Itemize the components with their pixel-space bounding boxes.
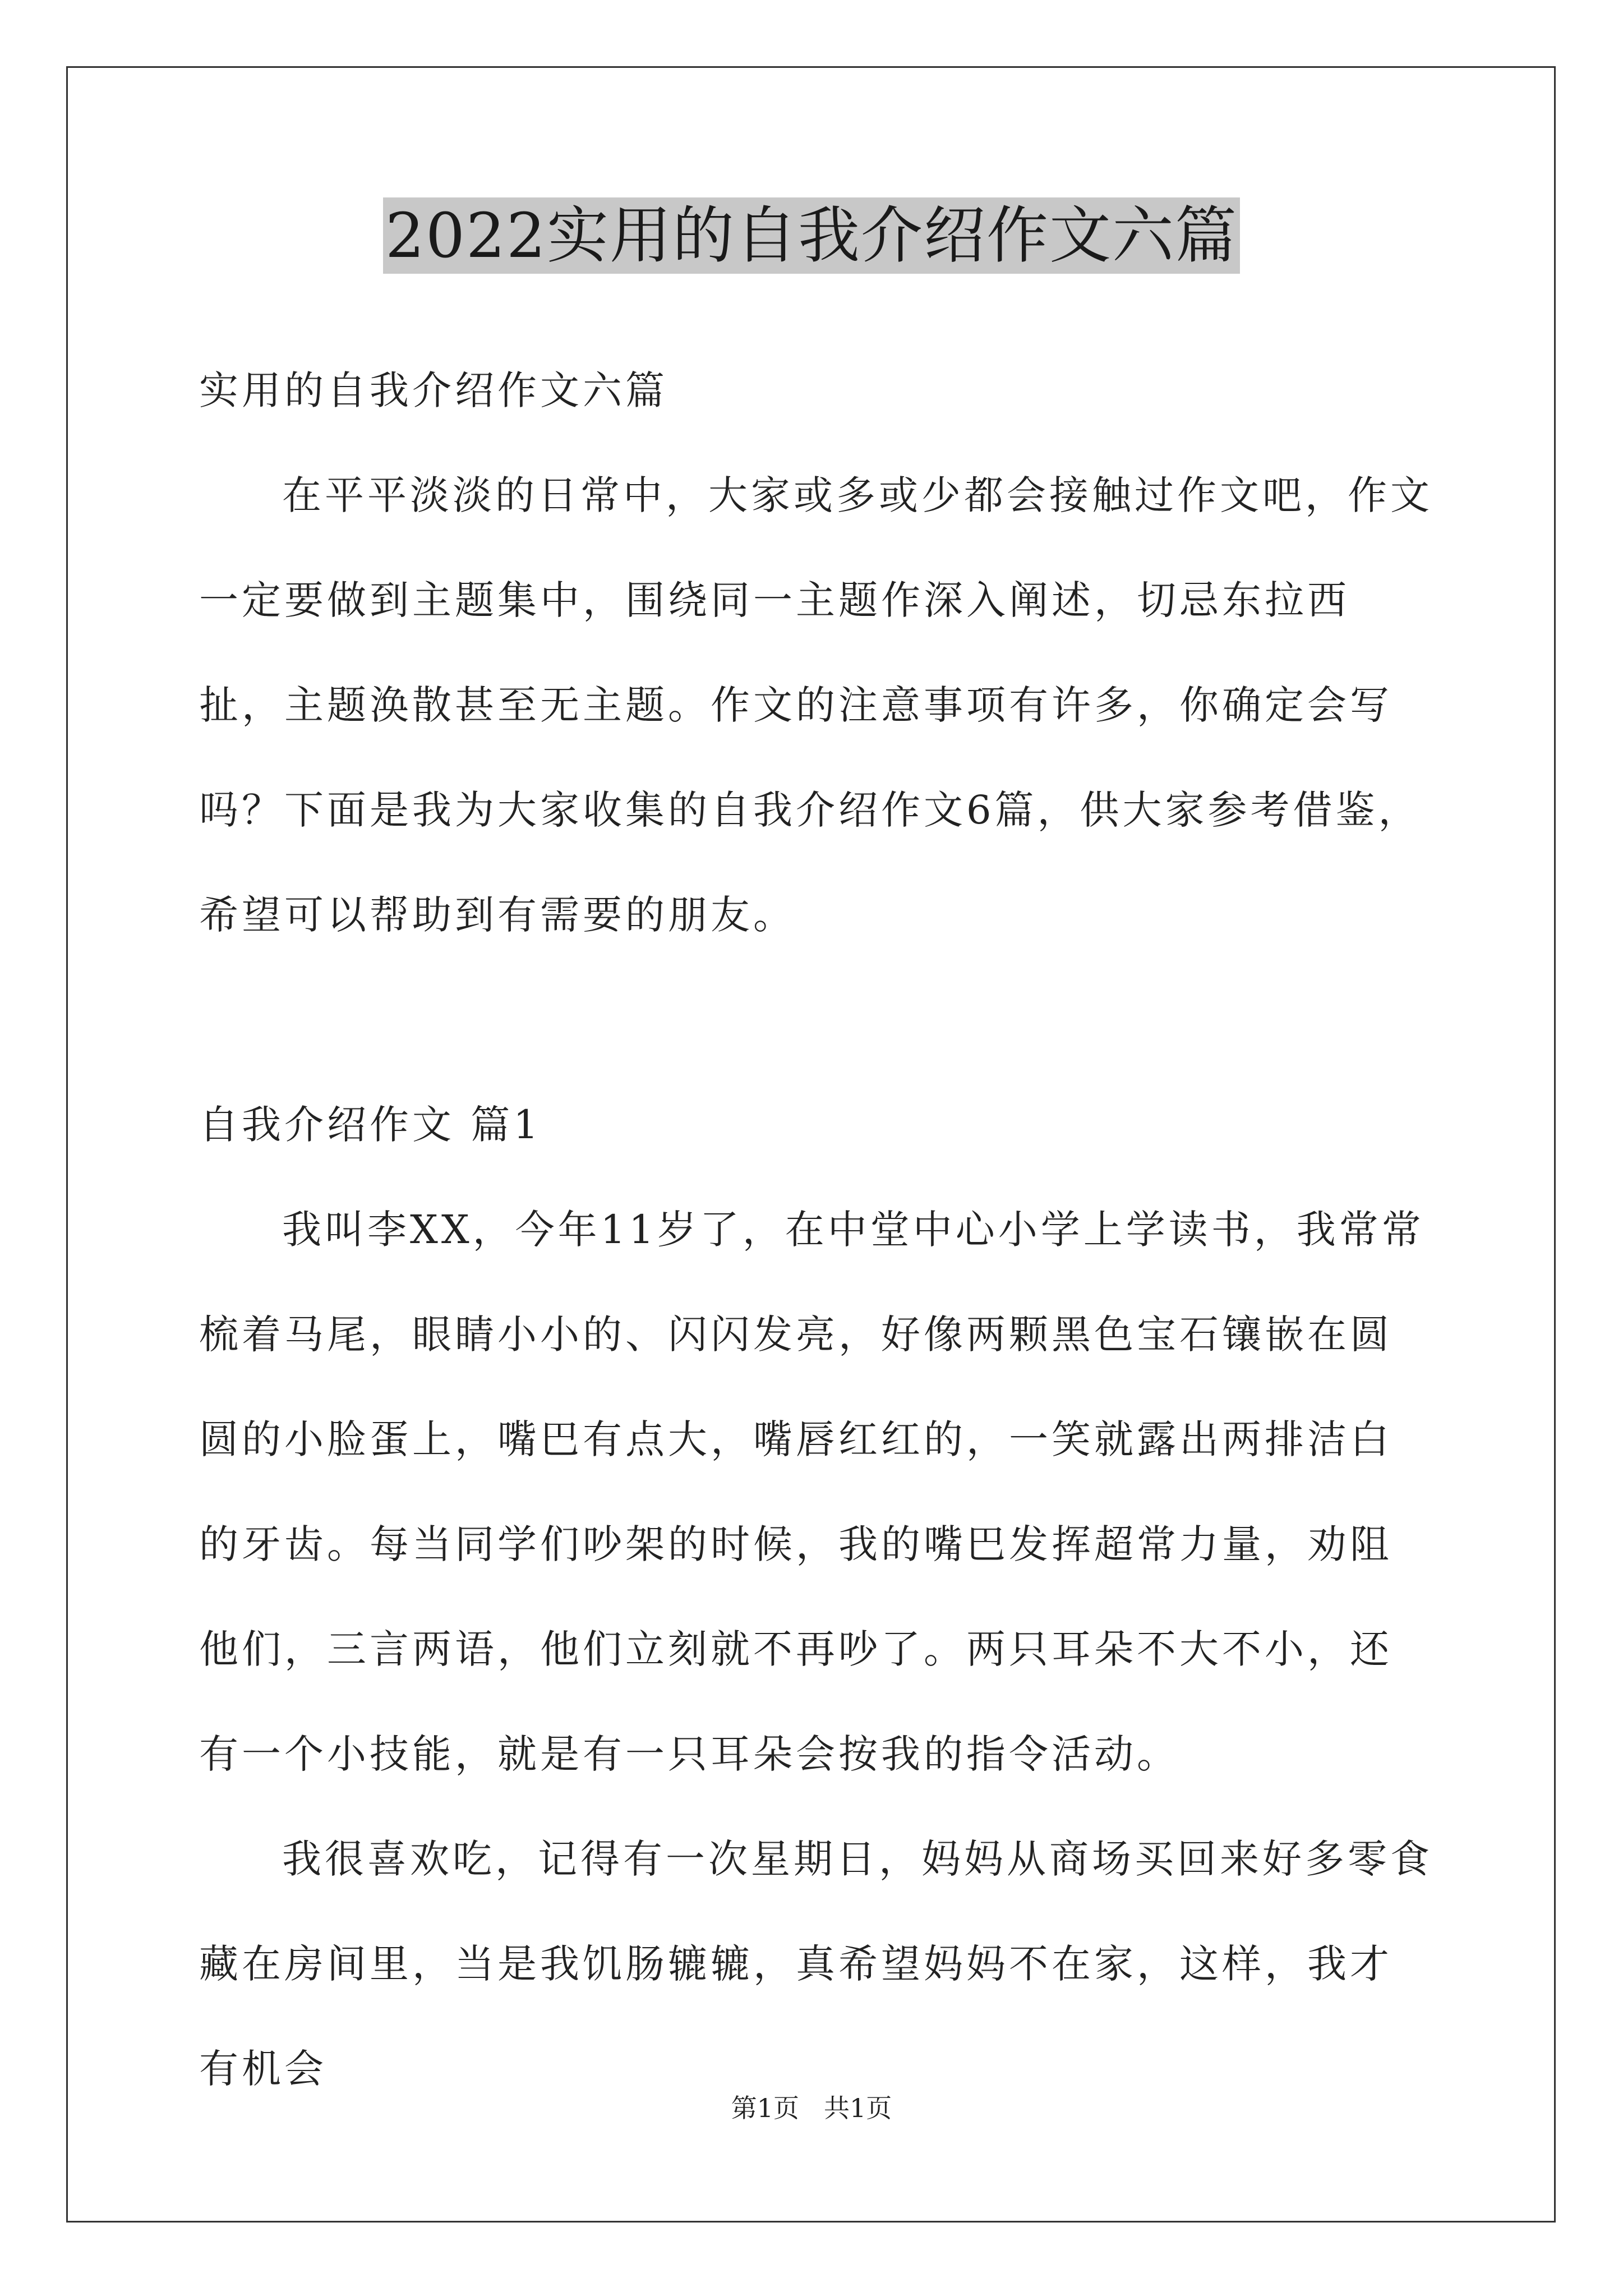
section-paragraph-1: 我叫李XX，今年11岁了，在中堂中心小学上学读书，我常常梳着马尾，眼睛小小的、闪闪发亮，好像两颗黑色宝石镶嵌在圆圆的小脸蛋上，嘴巴有点大，嘴唇红红的，一笑就露出两排洁白的牙齿。每当同学们吵架的时候，我的嘴巴发挥超常力量，劝阻他们，三言两语，他们立刻就不再吵了。两只耳朵不大不小，还有一个小技能，就是有一只耳朵会按我的指令活动。 bbox=[199, 1207, 1424, 1777]
document-subtitle: 实用的自我介绍作文六篇 bbox=[199, 367, 668, 413]
page-total: 共1页 bbox=[823, 2093, 892, 2123]
title-container bbox=[0, 197, 1623, 274]
page-number: 第1页 bbox=[731, 2093, 800, 2123]
section-paragraph-2: 我很喜欢吃，记得有一次星期日，妈妈从商场买回来好多零食藏在房间里，当是我饥肠辘辘，真希望妈妈不在家，这样，我才有机会 bbox=[199, 1836, 1433, 2092]
intro-paragraph: 在平平淡淡的日常中，大家或多或少都会接触过作文吧，作文一定要做到主题集中，围绕同一主题作深入阐述，切忌东拉西扯，主题涣散甚至无主题。作文的注意事项有许多，你确定会写吗？下面是我为大家收集的自我介绍作文6篇，供大家参考借鉴，希望可以帮助到有需要的朋友。 bbox=[199, 472, 1433, 938]
document-title: 2022实用的自我介绍作文六篇 bbox=[383, 197, 1240, 274]
section-heading: 自我介绍作文 篇1 bbox=[199, 1102, 542, 1148]
page-footer bbox=[0, 2091, 1623, 2125]
paragraph-spacer bbox=[199, 968, 1433, 1073]
document-body bbox=[199, 338, 1433, 2122]
